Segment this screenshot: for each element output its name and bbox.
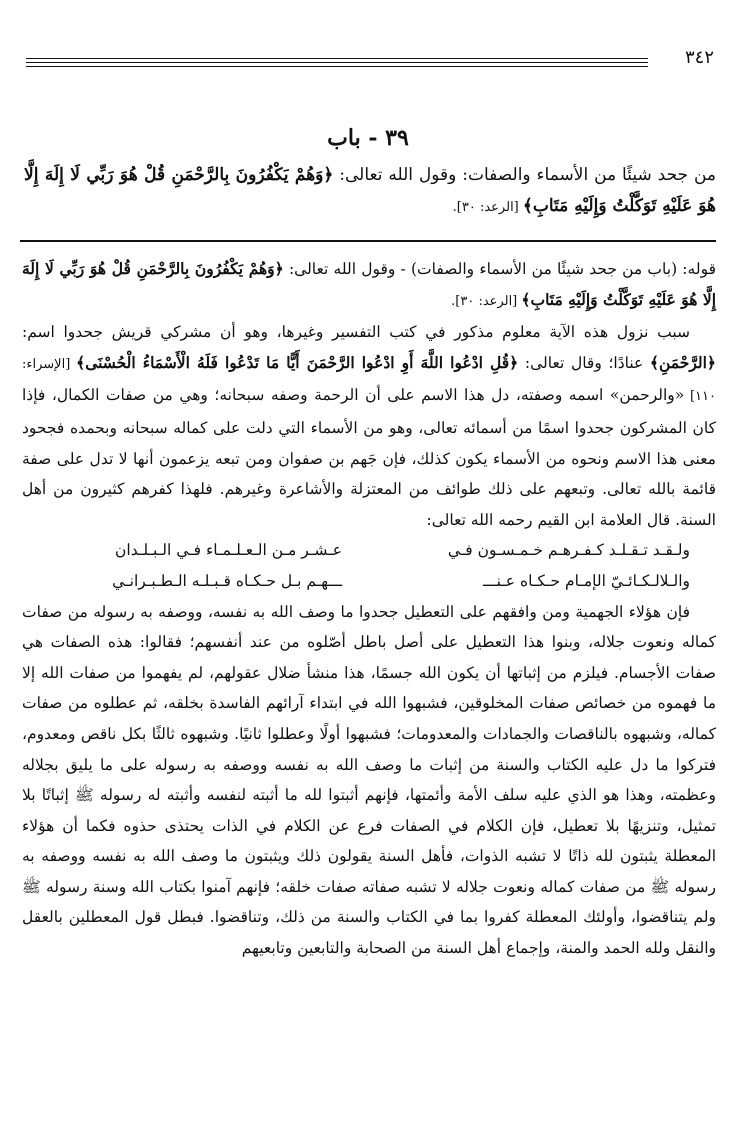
quran-verse: ﴿وَهُمْ يَكْفُرُونَ بِالرَّحْمَنِ قُلْ هُوَ رَبِّي لَا إِلَهَ إِلَّا هُوَ عَلَيْهِ تَوَكَّلْتُ وَإِلَيْهِ مَتَابِ﴾ xyxy=(24,165,716,216)
chapter-heading: ٣٩ - باب xyxy=(327,125,409,151)
commentary-paragraph xyxy=(22,317,716,535)
poem xyxy=(22,535,716,596)
poem-verse xyxy=(22,535,716,566)
poem-hemistich-first: ولـقـد تـقـلـد كـفـرهـم خـمـسـون فـي xyxy=(447,541,690,560)
chapter-title-text xyxy=(24,160,716,223)
quran-word: ﴿الرَّحْمَنِ﴾ xyxy=(649,352,716,372)
quran-verse: ﴿قُلِ ادْعُوا اللَّهَ أَوِ ادْعُوا الرَّحْمَنَ أَيًّا مَا تَدْعُوا فَلَهُ الْأَسْمَاءُ الْحُسْنَى﴾ xyxy=(76,352,519,372)
chapter-intro: من جحد شيئًا من الأسماء والصفات: وقول الله تعالى: xyxy=(333,165,717,185)
header-rule xyxy=(26,58,648,59)
poem-hemistich-second: ـــهـم بـل حـكـاه قـبـلـه الـطـبـرانـي xyxy=(112,571,342,590)
paragraph-text: «والرحمن» اسمه وصفته، دل هذا الاسم على أن الرحمة وصفه سبحانه؛ وهي من صفات الكمال، فإذا كان المشركون جحدوا اسمًا من أسمائه تعالى، وهو من الأسماء التي دلت على كماله سبحانه وبحمده فجحود معنى هذا الاسم ونحوه من الأسماء يكون كذلك، فإن جَهم بن صفوان ومن تبعه يزعمون أنها لا تدل على صفة قائمة بالله تعالى. وتبعهم على ذلك طوائف من المعتزلة والأشاعرة وغيرهم. فلهذا كفرهم كثيرون من أهل السنة. قال العلامة ابن القيم رحمه الله تعالى: xyxy=(22,386,716,529)
header-rule xyxy=(26,66,648,67)
poem-hemistich-second: عـشـر مـن الـعـلـمـاء فـي الـبـلـدان xyxy=(115,541,342,560)
commentary-body xyxy=(22,254,716,964)
commentary-paragraph: فإن هؤلاء الجهمية ومن وافقهم على التعطيل جحدوا ما وصف الله به نفسه، ووصفه به رسوله من صفات كماله ونعوت جلاله، وبنوا هذا التعطيل على أصل باطل أصّلوه من عند أنفسهم؛ فقالوا: هذه الصفات هي صفات الأجسام. فيلزم من إثباتها أن يكون الله جسمًا، هذا منشأ ضلال عقولهم، لم يفهموا من صفات الله إلا ما فهموه من خصائص صفات المخلوقين، فشبهوا الله في ابتداء آرائهم الفاسدة بخلقه، ثم عطلوه من صفات كماله، وشبهوه بالناقصات والجمادات والمعدومات؛ فشبهوا أولًا وعطلوا ثانيًا. وشبهوه ثالثًا بكل ناقص ومعدوم، فتركوا ما دل عليه الكتاب والسنة من إثبات ما وصف الله به نفسه ووصفه به رسوله على ما يليق بجلاله وعظمته، وهذا هو الذي عليه سلف الأمة وأئمتها، فإنهم أثبتوا لله ما أثبته لنفسه وأثبته له رسوله ﷺ إثباتًا بلا تمثيل، وتنزيهًا بلا تعطيل، فإن الكلام في الصفات فرع عن الكلام في الذات يحتذى حذوه فكما أن هؤلاء المعطلة يثبتون لله ذاتًا لا تشبه الذوات، فأهل السنة يقولون ذلك ويثبتون ما وصف الله به نفسه ووصفه به رسوله ﷺ من صفات كماله ونعوت جلاله لا تشبه صفاته صفات خلقه؛ فإنهم آمنوا بكتاب الله وسنة رسوله ﷺ ولم يتناقضوا، وأولئك المعطلة كفروا بما في الكتاب والسنة من ذلك، وتناقضوا. فبطل قول المعطلين بالعقل والنقل ولله الحمد والمنة، وإجماع أهل السنة من الصحابة والتابعين وتابعيهم xyxy=(22,602,716,958)
page-number: ٣٤٢ xyxy=(684,47,714,68)
page-header xyxy=(26,46,714,76)
header-rule xyxy=(26,62,648,63)
poem-verse xyxy=(22,566,716,597)
commentary-lead: قوله: (باب من جحد شيئًا من الأسماء والصفات) - وقول الله تعالى: xyxy=(283,260,716,278)
commentary-paragraph xyxy=(22,254,716,317)
section-divider xyxy=(20,240,716,242)
verse-reference: [الرعد: ٣٠]. xyxy=(452,200,523,215)
poem-hemistich-first: والـلالـكـائـيّ الإمـام حـكـاه عـنـــ xyxy=(482,571,690,590)
verse-reference: [الرعد: ٣٠]. xyxy=(451,293,522,309)
quran-verse: ﴿وَهُمْ يَكْفُرُونَ بِالرَّحْمَنِ قُلْ هُوَ رَبِّي لَا إِلَهَ إِلَّا هُوَ عَلَيْهِ تَوَكَّلْتُ وَإِلَيْهِ مَتَابِ﴾ xyxy=(22,259,716,309)
verse-reference: [الإسراء: ١١٠] xyxy=(22,356,716,405)
paragraph-text: سبب نزول هذه الآية معلوم مذكور في كتب التفسير وغيرها، وهو أن مشركي قريش جحدوا اسم: xyxy=(22,323,690,342)
paragraph-text: عنادًا؛ وقال تعالى: xyxy=(518,353,650,372)
